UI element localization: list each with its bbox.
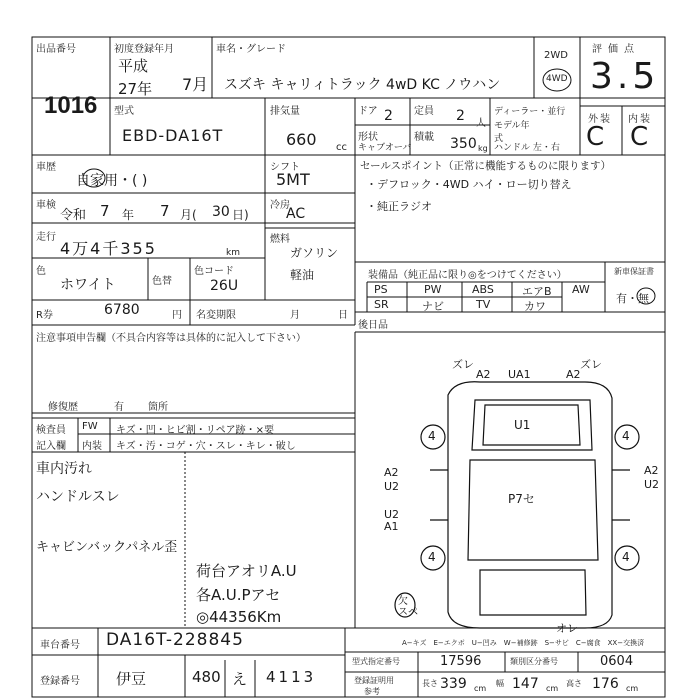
name-change-label: 名変期限 bbox=[196, 310, 236, 321]
model: EBD-DA16T bbox=[122, 126, 224, 145]
selling-points-label: セールスポイント（正常に機能するものに限ります） bbox=[360, 160, 612, 172]
mark-center: P7セ bbox=[508, 492, 535, 506]
height-label: 高さ bbox=[566, 679, 582, 688]
shift-label: シフト bbox=[270, 162, 300, 173]
plate-label: 登録番号 bbox=[40, 676, 80, 687]
model-year-label: モデル年式 bbox=[494, 121, 530, 144]
grade-label: 評価点 bbox=[592, 44, 640, 55]
chassis-label: 車台番号 bbox=[40, 640, 80, 651]
mileage-label: 走行 bbox=[36, 232, 56, 243]
lot-label: 出品番号 bbox=[36, 44, 76, 55]
month: 7月 bbox=[182, 75, 209, 94]
mark-spare: 欠 スペ bbox=[398, 596, 418, 618]
equip-leather: カワ bbox=[524, 300, 546, 313]
recycle-unit: 円 bbox=[172, 310, 182, 321]
shift: 5MT bbox=[276, 170, 310, 189]
name-change-month: 月 bbox=[290, 310, 300, 321]
note-3: キャビンバックパネル歪 bbox=[36, 540, 178, 555]
inspect-month: 7 bbox=[160, 202, 170, 220]
equip-navi: ナビ bbox=[422, 300, 444, 313]
tire-fr: 4 bbox=[622, 429, 630, 443]
inspect-day-unit: 日) bbox=[232, 208, 249, 222]
equip-abs: ABS bbox=[472, 283, 494, 296]
selling-point-2: ・純正ラジオ bbox=[366, 200, 432, 213]
int-grade: C bbox=[630, 122, 649, 152]
handle-label: ハンドル 左・右 bbox=[494, 143, 560, 153]
fuel-diesel: 軽油 bbox=[290, 268, 315, 282]
ext-label: 外装 bbox=[588, 114, 612, 125]
drive-2wd: 2WD bbox=[544, 50, 568, 61]
note-5: 各A.U.Pアセ bbox=[196, 586, 281, 604]
length-label: 長さ bbox=[422, 679, 438, 688]
door: 2 bbox=[384, 108, 393, 124]
cc: 660 bbox=[286, 130, 317, 149]
recycle-label: R券 bbox=[36, 310, 53, 321]
mark-bottom-right: オレ bbox=[556, 622, 578, 635]
grade: 3.5 bbox=[590, 56, 660, 97]
color-code: 26U bbox=[210, 278, 239, 294]
width-unit: cm bbox=[546, 684, 559, 693]
mark-top-2: A2 bbox=[476, 368, 491, 381]
inspect-year: 7 bbox=[100, 202, 110, 220]
repair-value: 有 bbox=[114, 402, 124, 413]
plate-class: 480 bbox=[192, 668, 221, 686]
length: 339 bbox=[440, 676, 467, 692]
mark-u1: U1 bbox=[514, 418, 531, 432]
mark-right-1: A2 bbox=[644, 464, 659, 477]
color-change-label: 色替 bbox=[152, 276, 172, 287]
inspector-label-1: 検査員 bbox=[36, 425, 66, 436]
tire-rl: 4 bbox=[428, 550, 436, 564]
equip-aw: AW bbox=[572, 283, 590, 296]
mileage: 4万4千355 bbox=[60, 239, 157, 258]
car-name: スズキ キャリィトラック 4wD KC ノウハン bbox=[224, 77, 501, 93]
door-label: ドア bbox=[358, 106, 378, 117]
mark-left-2: U2 bbox=[384, 480, 400, 493]
chassis-number: DA16T-228845 bbox=[106, 630, 244, 650]
ac-label: 冷房 bbox=[270, 200, 290, 211]
cc-unit: cc bbox=[336, 142, 347, 153]
ref-label-2: 参考 bbox=[364, 687, 380, 696]
cap-label: 定員 bbox=[414, 106, 434, 117]
width-label: 幅 bbox=[496, 679, 504, 688]
selling-point-1: ・デフロック・4WD ハイ・ロー切り替え bbox=[366, 178, 572, 191]
mark-top-4: A2 bbox=[566, 368, 581, 381]
note-1: 車内汚れ bbox=[36, 461, 92, 477]
fuel-gasoline: ガソリン bbox=[290, 246, 339, 260]
ext-grade: C bbox=[586, 122, 605, 152]
plate-kana: え bbox=[232, 670, 248, 688]
length-unit: cm bbox=[474, 684, 487, 693]
inspect-label: 車検 bbox=[36, 200, 56, 211]
height-unit: cm bbox=[626, 684, 639, 693]
ac: AC bbox=[286, 206, 306, 222]
equip-tv: TV bbox=[476, 298, 491, 311]
equip-airbag: エアB bbox=[522, 285, 552, 298]
repair-spot: 箇所 bbox=[148, 402, 168, 413]
lot-number: 1016 bbox=[44, 92, 98, 119]
fuel-label: 燃料 bbox=[270, 234, 290, 245]
cc-label: 排気量 bbox=[270, 106, 300, 117]
tire-rr: 4 bbox=[622, 550, 630, 564]
inspect-era: 令和 bbox=[60, 208, 87, 223]
mark-top-3: UA1 bbox=[508, 368, 531, 381]
drive-4wd: 4WD bbox=[546, 74, 568, 84]
inspector-label-2: 記入欄 bbox=[36, 441, 66, 452]
cap-unit: 人 bbox=[476, 118, 486, 129]
mark-left-4: A1 bbox=[384, 520, 399, 533]
mileage-unit: km bbox=[226, 248, 240, 258]
interior-items: キズ・汚・コゲ・穴・スレ・キレ・破し bbox=[116, 441, 296, 452]
mark-left-1: A2 bbox=[384, 466, 399, 479]
new-car-value: 有・無 bbox=[616, 292, 649, 305]
year: 27年 bbox=[118, 80, 153, 98]
shape-label: 形状 bbox=[358, 132, 378, 143]
inspect-year-unit: 年 bbox=[122, 208, 135, 222]
tire-fl: 4 bbox=[428, 429, 436, 443]
history-value: 自家用・( ) bbox=[76, 173, 148, 189]
note-2: ハンドルスレ bbox=[36, 489, 120, 505]
interior-label: 内装 bbox=[82, 441, 102, 452]
color-label: 色 bbox=[36, 266, 46, 277]
name-change-day: 日 bbox=[338, 310, 348, 321]
plate-region: 伊豆 bbox=[116, 670, 147, 688]
note-6: ◎44356Km bbox=[196, 608, 282, 626]
name-label: 車名・グレード bbox=[216, 44, 286, 55]
cap: 2 bbox=[456, 108, 465, 124]
model-label: 型式 bbox=[114, 106, 134, 117]
type-label: 型式指定番号 bbox=[352, 657, 400, 666]
mark-top-5: ズレ bbox=[580, 358, 602, 371]
load: 350 bbox=[450, 136, 477, 152]
plate-serial: 4113 bbox=[266, 668, 317, 686]
first-reg-label: 初度登録年月 bbox=[114, 44, 174, 55]
width: 147 bbox=[512, 676, 539, 692]
class-label: 類別区分番号 bbox=[510, 657, 558, 666]
class-number: 0604 bbox=[600, 654, 634, 669]
type-number: 17596 bbox=[440, 654, 482, 669]
color-code-label: 色コード bbox=[194, 266, 234, 277]
mark-top-1: ズレ bbox=[452, 358, 474, 371]
load-unit: kg bbox=[478, 144, 488, 153]
equip-pw: PW bbox=[424, 283, 442, 296]
damage-legend: A−キズ E−エクボ U−凹み W−補修跡 S−サビ C−腐食 XX−交換済 bbox=[402, 639, 645, 647]
equip-sr: SR bbox=[374, 298, 389, 311]
load-label: 積載 bbox=[414, 132, 434, 143]
note-4: 荷台アオリA.U bbox=[196, 562, 297, 580]
shape: キャブオーバ bbox=[358, 143, 412, 153]
repair-label: 修復歴 bbox=[48, 402, 78, 413]
height: 176 bbox=[592, 676, 619, 692]
history-label: 車歴 bbox=[36, 162, 56, 173]
equipment-label: 装備品（純正品に限り◎をつけてください） bbox=[368, 270, 567, 281]
dealer-label: ディーラー・並行 bbox=[494, 107, 566, 117]
mark-right-2: U2 bbox=[644, 478, 660, 491]
inspect-month-unit: 月( bbox=[180, 208, 197, 222]
int-label: 内装 bbox=[628, 114, 652, 125]
recycle: 6780 bbox=[104, 302, 140, 318]
new-car-label: 新車保証書 bbox=[614, 267, 654, 276]
mark-left-3: U2 bbox=[384, 508, 400, 521]
ref-label-1: 登録証明用 bbox=[354, 676, 394, 685]
inspect-day: 30 bbox=[212, 204, 230, 220]
fw-items: キズ・凹・ヒビ割・リペア跡・×要 bbox=[116, 425, 274, 436]
notes-label: 注意事項申告欄（不具合内容等は具体的に記入して下さい） bbox=[36, 333, 306, 344]
era: 平成 bbox=[118, 57, 149, 75]
color: ホワイト bbox=[60, 277, 116, 293]
equip-ps: PS bbox=[374, 283, 388, 296]
fw-label: FW bbox=[82, 421, 98, 432]
rear-seat-label: 後日品 bbox=[358, 320, 388, 331]
